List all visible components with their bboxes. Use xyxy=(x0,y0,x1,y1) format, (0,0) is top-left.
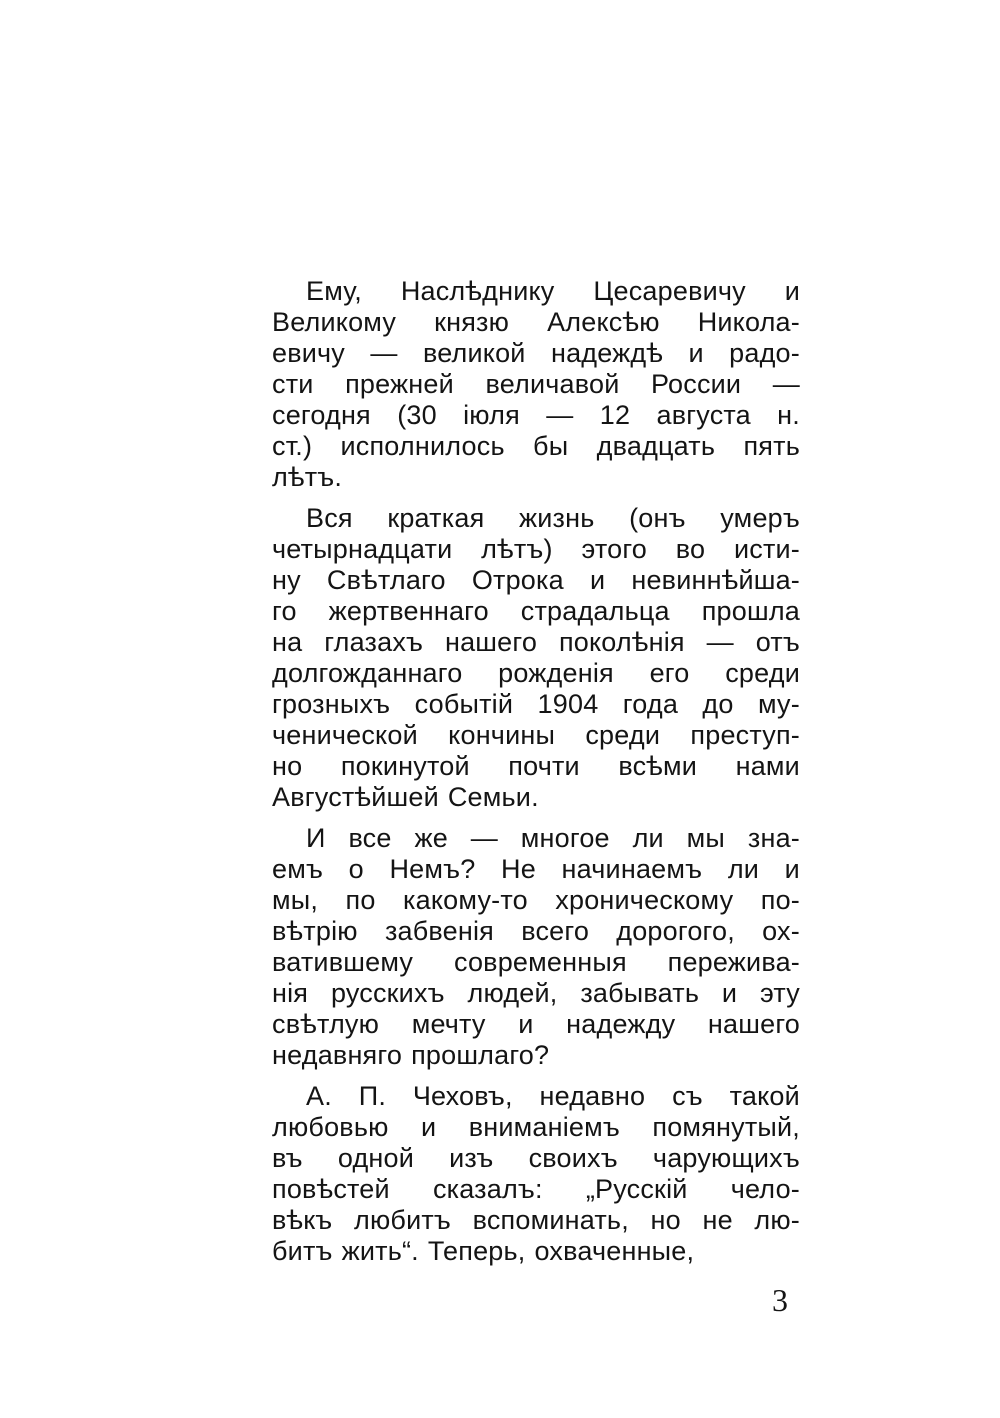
word: величавой xyxy=(485,369,620,399)
word: А. xyxy=(306,1081,332,1111)
word: — xyxy=(546,400,574,430)
text-line xyxy=(272,431,800,462)
word: глазахъ xyxy=(324,627,424,657)
word: во xyxy=(675,534,706,564)
word: (онъ xyxy=(629,503,686,533)
word: отъ xyxy=(755,627,800,657)
word: н. xyxy=(777,400,800,430)
text-line xyxy=(272,1009,800,1040)
word: (30 xyxy=(397,400,437,430)
word: изъ xyxy=(449,1143,494,1173)
text-line xyxy=(272,689,800,720)
word: людей, xyxy=(467,978,558,1008)
word: И xyxy=(306,823,326,853)
word: битъ xyxy=(272,1236,333,1266)
word: Семьи. xyxy=(447,782,539,812)
text-line xyxy=(272,596,800,627)
word: жертвеннаго xyxy=(328,596,489,626)
word: грозныхъ xyxy=(272,689,391,719)
text-line xyxy=(272,534,800,565)
word: Августѣйшей xyxy=(272,782,439,812)
word: сказалъ: xyxy=(432,1174,543,1204)
word: ох- xyxy=(762,916,800,946)
word: недавно xyxy=(539,1081,646,1111)
word: — xyxy=(470,823,498,853)
word: лѣтъ) xyxy=(481,534,553,564)
word: прежней xyxy=(345,369,454,399)
word: — xyxy=(772,369,800,399)
word: съ xyxy=(672,1081,703,1111)
word: и xyxy=(688,338,704,368)
word: года xyxy=(622,689,679,719)
word: вспоминать, xyxy=(472,1205,629,1235)
word: ст.) xyxy=(272,431,313,461)
page-number: 3 xyxy=(772,1282,788,1318)
word: лю- xyxy=(754,1205,800,1235)
word: но xyxy=(272,751,303,781)
word: пять xyxy=(743,431,800,461)
word: бы xyxy=(533,431,569,461)
word: преступ- xyxy=(690,720,800,750)
word: и xyxy=(784,276,800,306)
word: чело- xyxy=(730,1174,800,1204)
word: Немъ? xyxy=(389,854,476,884)
word: любовью xyxy=(272,1112,389,1142)
word: іюля xyxy=(463,400,520,430)
word: князю xyxy=(434,307,510,337)
text-line xyxy=(272,276,800,307)
word: му- xyxy=(757,689,800,719)
word: ли xyxy=(727,854,760,884)
paragraph xyxy=(272,823,800,1071)
word: и xyxy=(518,1009,534,1039)
word: среди xyxy=(585,720,661,750)
word: поколѣнія xyxy=(558,627,685,657)
word: какому-то xyxy=(403,885,528,915)
word: многое xyxy=(520,823,610,853)
word: Алексѣю xyxy=(547,307,660,337)
word: почти xyxy=(508,751,580,781)
word: чарующихъ xyxy=(652,1143,800,1173)
word: недавняго xyxy=(272,1040,403,1070)
word: событій xyxy=(414,689,514,719)
word: вниманіемъ xyxy=(468,1112,620,1142)
word: го xyxy=(272,596,297,626)
word: свѣтлую xyxy=(272,1009,380,1039)
word: хроническому xyxy=(555,885,734,915)
word: повѣстей xyxy=(272,1174,390,1204)
word: не xyxy=(702,1205,733,1235)
word: Вся xyxy=(306,503,353,533)
word: русскихъ xyxy=(330,978,445,1008)
word: забвенія xyxy=(384,916,494,946)
text-line xyxy=(272,916,800,947)
word: и xyxy=(420,1112,437,1142)
body-text xyxy=(272,276,800,1267)
word: но xyxy=(650,1205,681,1235)
word: августа xyxy=(656,400,751,430)
word: двадцать xyxy=(596,431,716,461)
word: такой xyxy=(729,1081,800,1111)
text-line xyxy=(272,1040,800,1071)
word: нами xyxy=(735,751,800,781)
paragraph xyxy=(272,503,800,813)
word: же xyxy=(414,823,448,853)
word: Свѣтлаго xyxy=(326,565,446,595)
word: прошла xyxy=(701,596,800,626)
word: забывать xyxy=(580,978,700,1008)
word: надеждѣ xyxy=(550,338,664,368)
text-line xyxy=(272,720,800,751)
word: по- xyxy=(760,885,800,915)
word: покинутой xyxy=(340,751,470,781)
word: П. xyxy=(358,1081,387,1111)
word: и xyxy=(784,854,800,884)
word: начинаемъ xyxy=(561,854,703,884)
word: о xyxy=(348,854,364,884)
text-line xyxy=(272,823,800,854)
word: Ему, xyxy=(306,276,362,306)
word: ченической xyxy=(272,720,418,750)
word: вѣкъ xyxy=(272,1205,333,1235)
word: евичу xyxy=(272,338,346,368)
word: и xyxy=(721,978,738,1008)
text-line xyxy=(272,854,800,885)
paragraph xyxy=(272,276,800,493)
text-line xyxy=(272,751,800,782)
word: емъ xyxy=(272,854,324,884)
word: до xyxy=(702,689,734,719)
text-line xyxy=(272,400,800,431)
text-line xyxy=(272,782,800,813)
word: своихъ xyxy=(528,1143,618,1173)
word: радо- xyxy=(729,338,800,368)
word: Наслѣднику xyxy=(400,276,555,306)
text-line xyxy=(272,1112,800,1143)
word: Теперь, xyxy=(427,1236,526,1266)
text-line xyxy=(272,338,800,369)
word: ли xyxy=(632,823,664,853)
word: пережива- xyxy=(667,947,800,977)
word: его xyxy=(649,658,690,688)
word: среди xyxy=(725,658,800,688)
word: нашего xyxy=(707,1009,800,1039)
word: по xyxy=(345,885,376,915)
text-line xyxy=(272,978,800,1009)
word: любитъ xyxy=(354,1205,451,1235)
word: Чеховъ, xyxy=(412,1081,513,1111)
word: лѣтъ. xyxy=(272,462,343,492)
word: „Русскій xyxy=(585,1174,688,1204)
word: прошлаго? xyxy=(411,1040,550,1070)
word: на xyxy=(272,627,303,657)
word: рожденія xyxy=(498,658,614,688)
word: долгожданнаго xyxy=(272,658,463,688)
text-line xyxy=(272,627,800,658)
word: мы, xyxy=(272,885,319,915)
word: Цесаревичу xyxy=(593,276,746,306)
word: умеръ xyxy=(720,503,800,533)
word: эту xyxy=(760,978,800,1008)
word: великой xyxy=(422,338,526,368)
word: Отрока xyxy=(471,565,564,595)
word: краткая xyxy=(387,503,485,533)
word: помянутый, xyxy=(652,1112,800,1142)
word: — xyxy=(706,627,734,657)
text-line xyxy=(272,565,800,596)
word: России xyxy=(651,369,742,399)
word: всѣми xyxy=(618,751,698,781)
text-line xyxy=(272,307,800,338)
text-line xyxy=(272,1236,800,1267)
word: мы xyxy=(686,823,726,853)
word: все xyxy=(348,823,392,853)
word: исти- xyxy=(733,534,800,564)
text-line xyxy=(272,1081,800,1112)
word: надежду xyxy=(566,1009,676,1039)
text-line xyxy=(272,369,800,400)
word: мечту xyxy=(411,1009,486,1039)
word: жить“. xyxy=(341,1236,419,1266)
word: Никола- xyxy=(697,307,800,337)
word: — xyxy=(370,338,398,368)
text-line xyxy=(272,658,800,689)
word: Не xyxy=(501,854,536,884)
word: исполнилось xyxy=(340,431,505,461)
word: всего xyxy=(521,916,590,946)
word: въ xyxy=(272,1143,303,1173)
text-line xyxy=(272,1174,800,1205)
word: современныя xyxy=(453,947,627,977)
word: ватившему xyxy=(272,947,414,977)
word: 1904 xyxy=(537,689,599,719)
text-line xyxy=(272,462,800,493)
word: и xyxy=(589,565,606,595)
word: нія xyxy=(272,978,309,1008)
word: четырнадцати xyxy=(272,534,453,564)
paragraph xyxy=(272,1081,800,1267)
text-line xyxy=(272,885,800,916)
word: нашего xyxy=(444,627,538,657)
word: невиннѣйша- xyxy=(631,565,800,595)
word: этого xyxy=(581,534,647,564)
word: жизнь xyxy=(518,503,595,533)
word: сти xyxy=(272,369,314,399)
word: Великому xyxy=(272,307,397,337)
word: 12 xyxy=(599,400,631,430)
word: зна- xyxy=(747,823,800,853)
word: одной xyxy=(337,1143,415,1173)
word: кончины xyxy=(448,720,556,750)
word: охваченные, xyxy=(534,1236,695,1266)
word: вѣтрію xyxy=(272,916,358,946)
word: дорогого, xyxy=(616,916,735,946)
text-line xyxy=(272,947,800,978)
word: сегодня xyxy=(272,400,371,430)
text-line xyxy=(272,1143,800,1174)
text-line xyxy=(272,1205,800,1236)
word: страдальца xyxy=(520,596,670,626)
word: ну xyxy=(272,565,301,595)
text-line xyxy=(272,503,800,534)
